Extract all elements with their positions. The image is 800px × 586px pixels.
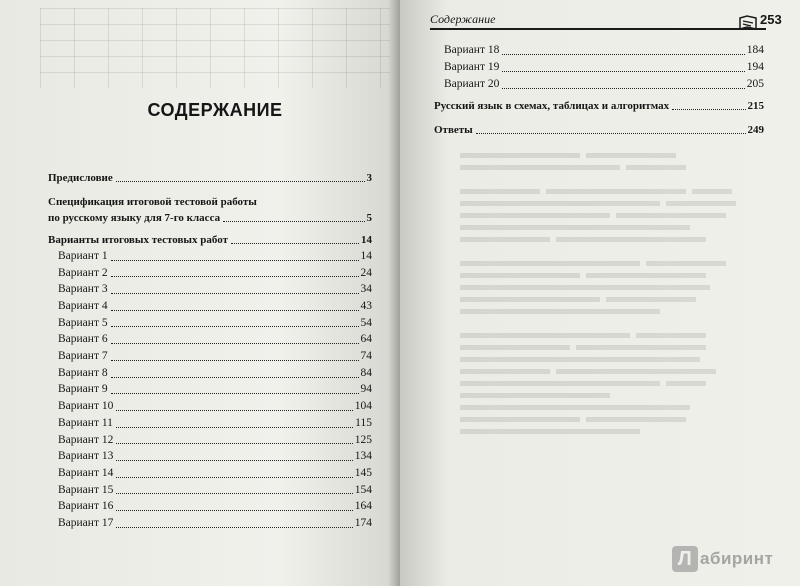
watermark-text: абиринт — [700, 549, 774, 568]
running-header-title: Содержание — [430, 12, 496, 26]
toc-entry-label: Вариант 7 — [58, 350, 108, 363]
toc-entry-label: Вариант 19 — [444, 61, 500, 73]
toc-entry-variant[interactable] — [48, 432, 372, 449]
leader-dots — [116, 181, 365, 182]
leader-dots — [672, 109, 745, 110]
leader-dots — [111, 343, 359, 344]
toc-entry-variant[interactable] — [48, 248, 372, 265]
leader-dots — [111, 276, 359, 277]
bleed-through-table — [40, 8, 390, 88]
leader-dots — [116, 427, 353, 428]
toc-entry-page: 14 — [360, 249, 372, 262]
toc-entry-page: 154 — [354, 483, 372, 496]
toc-entry-page: 94 — [360, 383, 372, 396]
toc-entry-variant[interactable] — [48, 482, 372, 499]
leader-dots — [111, 310, 359, 311]
toc-entry-preface[interactable] — [48, 170, 372, 186]
toc-entry-variant[interactable] — [48, 498, 372, 515]
toc-entry-variant[interactable] — [48, 465, 372, 482]
leader-dots — [111, 393, 359, 394]
toc-entry-variant[interactable] — [48, 331, 372, 348]
toc-variants — [48, 232, 372, 532]
toc-entry-variant[interactable] — [48, 348, 372, 365]
toc-entry-label: Вариант 9 — [58, 383, 108, 396]
toc-entry-label: Варианты итоговых тестовых работ — [48, 234, 228, 246]
toc-entry-page: 3 — [366, 172, 372, 184]
toc-entry-variant[interactable] — [434, 76, 764, 93]
toc-entry-variant[interactable] — [434, 42, 764, 59]
toc-entry-variant[interactable] — [48, 398, 372, 415]
toc-entry-page: 184 — [746, 44, 764, 56]
toc-entry-label: Вариант 4 — [58, 300, 108, 313]
right-page — [400, 0, 800, 586]
toc-entry-page: 5 — [366, 212, 372, 224]
toc-entry-page: 64 — [360, 333, 372, 346]
toc-entry-label: Вариант 2 — [58, 266, 108, 279]
toc-entry-variant[interactable] — [48, 315, 372, 332]
leader-dots — [111, 260, 359, 261]
leader-dots — [223, 221, 364, 222]
toc-entry-page: 115 — [355, 416, 372, 429]
leader-dots — [116, 460, 352, 461]
toc-entry-label: Вариант 11 — [58, 416, 113, 429]
bleed-through-text — [460, 150, 760, 510]
toc-entry-label: Вариант 20 — [444, 78, 500, 90]
toc-entry-variants-header[interactable] — [48, 232, 372, 248]
toc-entry-section[interactable] — [434, 98, 764, 114]
toc-entry-variant[interactable] — [48, 281, 372, 298]
toc-top — [48, 170, 372, 186]
toc-entry-label: Вариант 12 — [58, 433, 114, 446]
leader-dots — [111, 377, 359, 378]
toc-entry-page: 174 — [354, 516, 372, 529]
leader-dots — [502, 71, 744, 72]
leader-dots — [476, 133, 746, 134]
toc-entry-page: 249 — [747, 124, 764, 136]
toc-entry-variant[interactable] — [48, 382, 372, 399]
toc-entry-page: 194 — [746, 61, 764, 73]
page-number: 253 — [760, 12, 782, 27]
toc-entry-label: Вариант 15 — [58, 483, 114, 496]
page-title: СОДЕРЖАНИЕ — [147, 100, 283, 120]
toc-entry-label: Вариант 6 — [58, 333, 108, 346]
toc-entry-label: Ответы — [434, 124, 473, 136]
toc-entry-label: Вариант 5 — [58, 316, 108, 329]
leader-dots — [231, 243, 359, 244]
toc-entry-label: Вариант 3 — [58, 283, 108, 296]
leader-dots — [116, 443, 352, 444]
leader-dots — [116, 410, 352, 411]
toc-entry-label: Предисловие — [48, 172, 113, 184]
toc-entry-label-line2: по русскому языку для 7-го класса — [48, 212, 221, 224]
toc-entry-variant[interactable] — [48, 298, 372, 315]
leader-dots — [111, 293, 359, 294]
toc-entry-section[interactable] — [434, 122, 764, 138]
leader-dots — [116, 477, 352, 478]
toc-entry-page: 43 — [360, 300, 372, 313]
toc-right-sections — [434, 98, 764, 146]
toc-entry-label: Русский язык в схемах, таблицах и алгоритмах — [434, 100, 670, 112]
toc-entry-page: 125 — [354, 433, 372, 446]
toc-entry-variant[interactable] — [48, 448, 372, 465]
toc-entry-label: Вариант 1 — [58, 249, 108, 262]
leader-dots — [502, 88, 744, 89]
toc-entry-page: 145 — [354, 466, 372, 479]
leader-dots — [116, 493, 352, 494]
toc-entry-page: 215 — [747, 100, 764, 112]
toc-entry-page: 164 — [354, 500, 372, 513]
labirint-watermark-logo — [672, 546, 792, 578]
toc-entry-label: Вариант 16 — [58, 500, 114, 513]
toc-entry-label: Вариант 8 — [58, 366, 108, 379]
toc-entry-variant[interactable] — [48, 365, 372, 382]
toc-entry-label: Вариант 17 — [58, 516, 114, 529]
toc-entry-variant[interactable] — [48, 265, 372, 282]
toc-entry-variant[interactable] — [48, 415, 372, 432]
toc-entry-page: 205 — [746, 78, 764, 90]
toc-right-variants — [434, 42, 764, 93]
leader-dots — [111, 360, 359, 361]
toc-entry-page: 14 — [361, 234, 372, 246]
toc-entry-page: 134 — [354, 450, 372, 463]
leader-dots — [116, 527, 352, 528]
book-gutter — [388, 0, 400, 586]
toc-entry-label: Вариант 14 — [58, 466, 114, 479]
toc-entry-variant[interactable] — [434, 59, 764, 76]
toc-entry-variant[interactable] — [48, 515, 372, 532]
leader-dots — [116, 510, 352, 511]
toc-entry-label: Вариант 10 — [58, 400, 114, 413]
toc-specification[interactable] — [48, 194, 372, 226]
toc-entry-page: 84 — [360, 366, 372, 379]
toc-entry-page: 74 — [360, 350, 372, 363]
leader-dots — [111, 326, 359, 327]
toc-entry-page: 34 — [360, 283, 372, 296]
watermark-letter: Л — [672, 546, 698, 572]
header-rule — [430, 28, 766, 30]
toc-entry-page: 104 — [354, 400, 372, 413]
toc-entry-page: 24 — [360, 266, 372, 279]
toc-entry-label-line1: Спецификация итоговой тестовой работы — [48, 196, 257, 208]
toc-entry-label: Вариант 13 — [58, 450, 114, 463]
leader-dots — [502, 54, 744, 55]
toc-entry-label: Вариант 18 — [444, 44, 500, 56]
toc-entry-page: 54 — [360, 316, 372, 329]
